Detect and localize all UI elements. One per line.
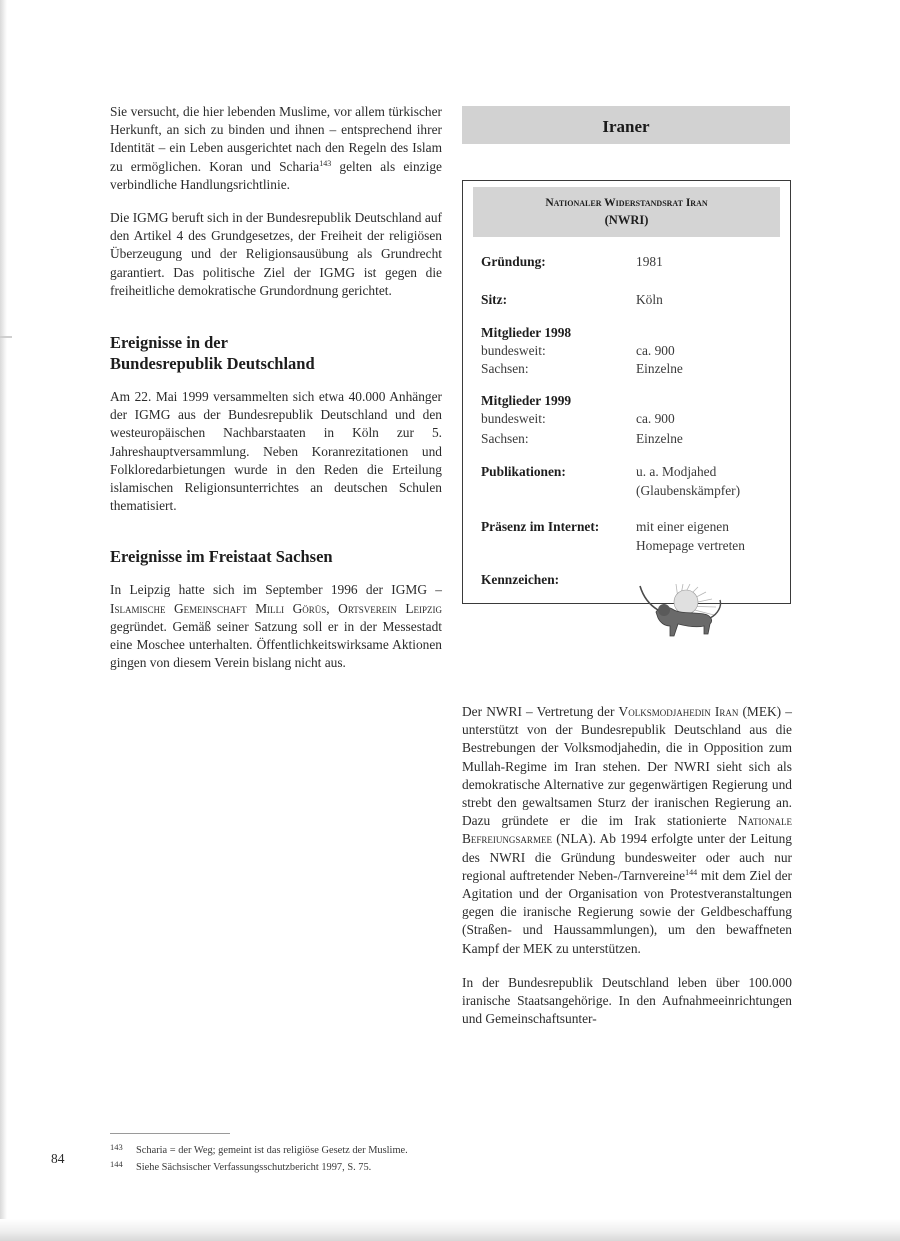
org-name-nla: Nationale Befreiungsarmee <box>462 813 792 847</box>
residents-paragraph: In der Bundesrepublik Deutschland leben über 100.000 iranische Staatsangehörige. In den Aufnahmeeinrichtungen und Gemeinschaftsunter- <box>462 974 792 1027</box>
org-name: Nationaler Widerstandsrat Iran <box>545 197 708 209</box>
lion-and-sun-emblem-icon <box>634 584 724 646</box>
footnote-143: 143 Scharia = der Weg; gemeint ist das religiöse Gesetz der Muslime. <box>110 1142 408 1156</box>
nwri-paragraph: Der NWRI – Vertretung der Volksmodjahedin Iran (MEK) – unterstützt von der Bundesrepublik Deutschland aus die Bestrebungen der Volksmodjahedin, die in Opposition zum Mullah-Regime im Iran stehen. Der NWRI sieht sich als demokratische Alternative zur gegenwärtigen Regierung und strebt den gewaltsamen Sturz der iranischen Regierung an. Dazu gründete er die im Irak stationierte Nationale Befreiungsarmee (NLA). Ab 1994 erfolgte unter der Leitung des NWRI die Gründung bundesweiter oder auch nur regional auftretender Neben-/Tarnvereine$^{144}$ mit dem Ziel der Agitation und der Organisation von Protestveranstaltungen gegen die iranische Regierung sowie der Geldbeschaffung (Straßen- und Haussammlungen), um den bewaffneten Kampf der MEK zu unterstützen. <box>462 704 792 956</box>
org-name-bar <box>473 187 780 237</box>
infobox-header: Iraner <box>462 106 790 144</box>
heading-sachsen: Ereignisse im Freistaat Sachsen <box>110 547 333 567</box>
footnote-rule <box>110 1133 230 1134</box>
scan-edge <box>0 0 7 1241</box>
footnote-ref-144[interactable]: 144 <box>685 867 698 877</box>
igmg-paragraph: Die IGMG beruft sich in der Bundesrepublik Deutschland auf den Artikel 4 des Grundgesetzes, der Freiheit der religiösen Überzeugung und der Religionsausübung als Grundrecht garantiert. Das politische Ziel der IGMG ist gegen die freiheitliche demokratische Grundordnung gerichtet. <box>110 210 442 298</box>
organization-infobox <box>462 106 794 606</box>
left-column <box>110 103 442 672</box>
brd-paragraph: Am 22. Mai 1999 versammelten sich etwa 40.000 Anhänger der IGMG aus der Bundesrepublik Deutschland und den westeuropäischen Nachbarstaaten in Köln zur 5. Jahreshauptversammlung. Neben Koranrezitationen und Folkloredarbietungen wurde in den Reden die Erteilung islamischen Religionsunterrichtes an deutschen Schulen thematisiert. <box>110 389 442 514</box>
footnote-ref-143[interactable]: 143 <box>319 158 332 168</box>
org-name-volksmodjahedin: Volksmodjahedin Iran <box>618 704 739 719</box>
scan-margin-mark <box>0 336 12 338</box>
heading-brd: Ereignisse in der Bundesrepublik Deutschland <box>110 333 315 374</box>
infobox-frame: Nationaler Widerstandsrat Iran (NWRI) Gründung: 1981 Sitz: Köln Mitglieder 1998 bundesweit: ca. 900 Sachsen: Einzelne Mitglieder 1999 bundesweit: ca. 900 Sachsen: Einzelne Publikationen: u. a. Modjahed (Glaubenskämpfer) Präsenz im Internet: mit einer eigenen Homepage vertreten Kennzeichen: <box>462 180 791 604</box>
sachsen-paragraph: In Leipzig hatte sich im September 1996 der IGMG – Islamische Gemeinschaft Milli Görüs, Ortsverein Leipzig gegründet. Gemäß seiner Satzung soll er in der Messestadt eine Moschee unterhalten. Öffentlichkeitswirksame Aktionen gingen von diesem Verein bislang nicht aus. <box>110 582 442 671</box>
right-column <box>462 703 792 1028</box>
page-number: 84 <box>51 1151 65 1166</box>
footnote-144: 144 Siehe Sächsischer Verfassungsschutzbericht 1997, S. 75. <box>110 1159 372 1173</box>
org-abbreviation: (NWRI) <box>604 213 649 227</box>
scan-edge-bottom <box>0 1219 900 1241</box>
intro-paragraph: Sie versucht, die hier lebenden Muslime, vor allem türkischer Herkunft, an sich zu binden und ihnen – entsprechend ihrer Identität – ein Leben ausgerichtet nach den Regeln des Islam zu ermöglichen. Koran und Scharia$^{143}$ gelten als einzige verbindliche Handlungsrichtlinie. <box>110 104 442 192</box>
org-name-igmg-leipzig: Islamische Gemeinschaft Milli Görüs, Ortsverein Leipzig <box>110 600 442 616</box>
